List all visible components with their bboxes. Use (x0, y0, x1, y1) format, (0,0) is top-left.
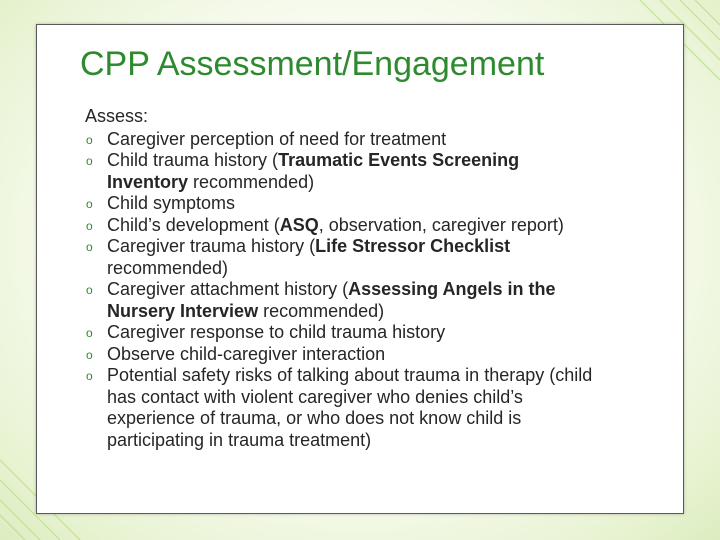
circle-bullet-icon: o (86, 283, 93, 297)
circle-bullet-icon: o (86, 369, 93, 383)
item-text: Caregiver perception of need for treatment (107, 128, 447, 149)
bold-term: Life Stressor Checklist (315, 236, 511, 256)
list-item (85, 193, 605, 215)
item-text: Child trauma history ( (107, 150, 279, 170)
circle-bullet-icon: o (86, 132, 93, 147)
item-text: Caregiver response to child trauma history (107, 322, 446, 342)
item-text: Observe child-caregiver interaction (107, 343, 386, 364)
list-item (85, 236, 605, 279)
list-item (85, 279, 605, 322)
item-text: Child’s development ( (107, 214, 280, 235)
circle-bullet-icon: o (86, 326, 93, 340)
bold-term: Traumatic Events Screening Inventory (107, 150, 520, 192)
circle-bullet-icon: o (86, 197, 93, 211)
slide-title: CPP Assessment/Engagement (80, 45, 545, 83)
item-text: Potential safety risks of talking about trauma in therapy (child has contact with violent caregiver who denies child’s experience of trauma, or who does not know child is participating in trauma treatment) (107, 365, 593, 450)
slide-body (85, 106, 605, 451)
list-item (85, 365, 605, 451)
item-text: recommended) (107, 257, 229, 278)
item-text: Caregiver attachment history ( (107, 279, 349, 299)
bold-term: Assessing Angels in the Nursery Interview (107, 279, 556, 321)
circle-bullet-icon: o (86, 154, 93, 168)
circle-bullet-icon: o (86, 347, 93, 362)
list-item (85, 215, 605, 237)
list-item (85, 344, 605, 366)
bold-term: ASQ (279, 214, 319, 235)
item-text: recommended) (188, 171, 315, 192)
list-item (85, 129, 605, 151)
assessment-list (85, 129, 605, 452)
circle-bullet-icon: o (86, 218, 93, 233)
item-text: Caregiver trauma history ( (107, 236, 316, 256)
list-item (85, 322, 605, 344)
assess-label: Assess: (85, 106, 149, 126)
item-text: , observation, caregiver report) (318, 214, 564, 235)
item-text: Child symptoms (107, 193, 236, 213)
list-item (85, 150, 605, 193)
item-text: recommended) (258, 300, 385, 321)
circle-bullet-icon: o (86, 240, 93, 254)
